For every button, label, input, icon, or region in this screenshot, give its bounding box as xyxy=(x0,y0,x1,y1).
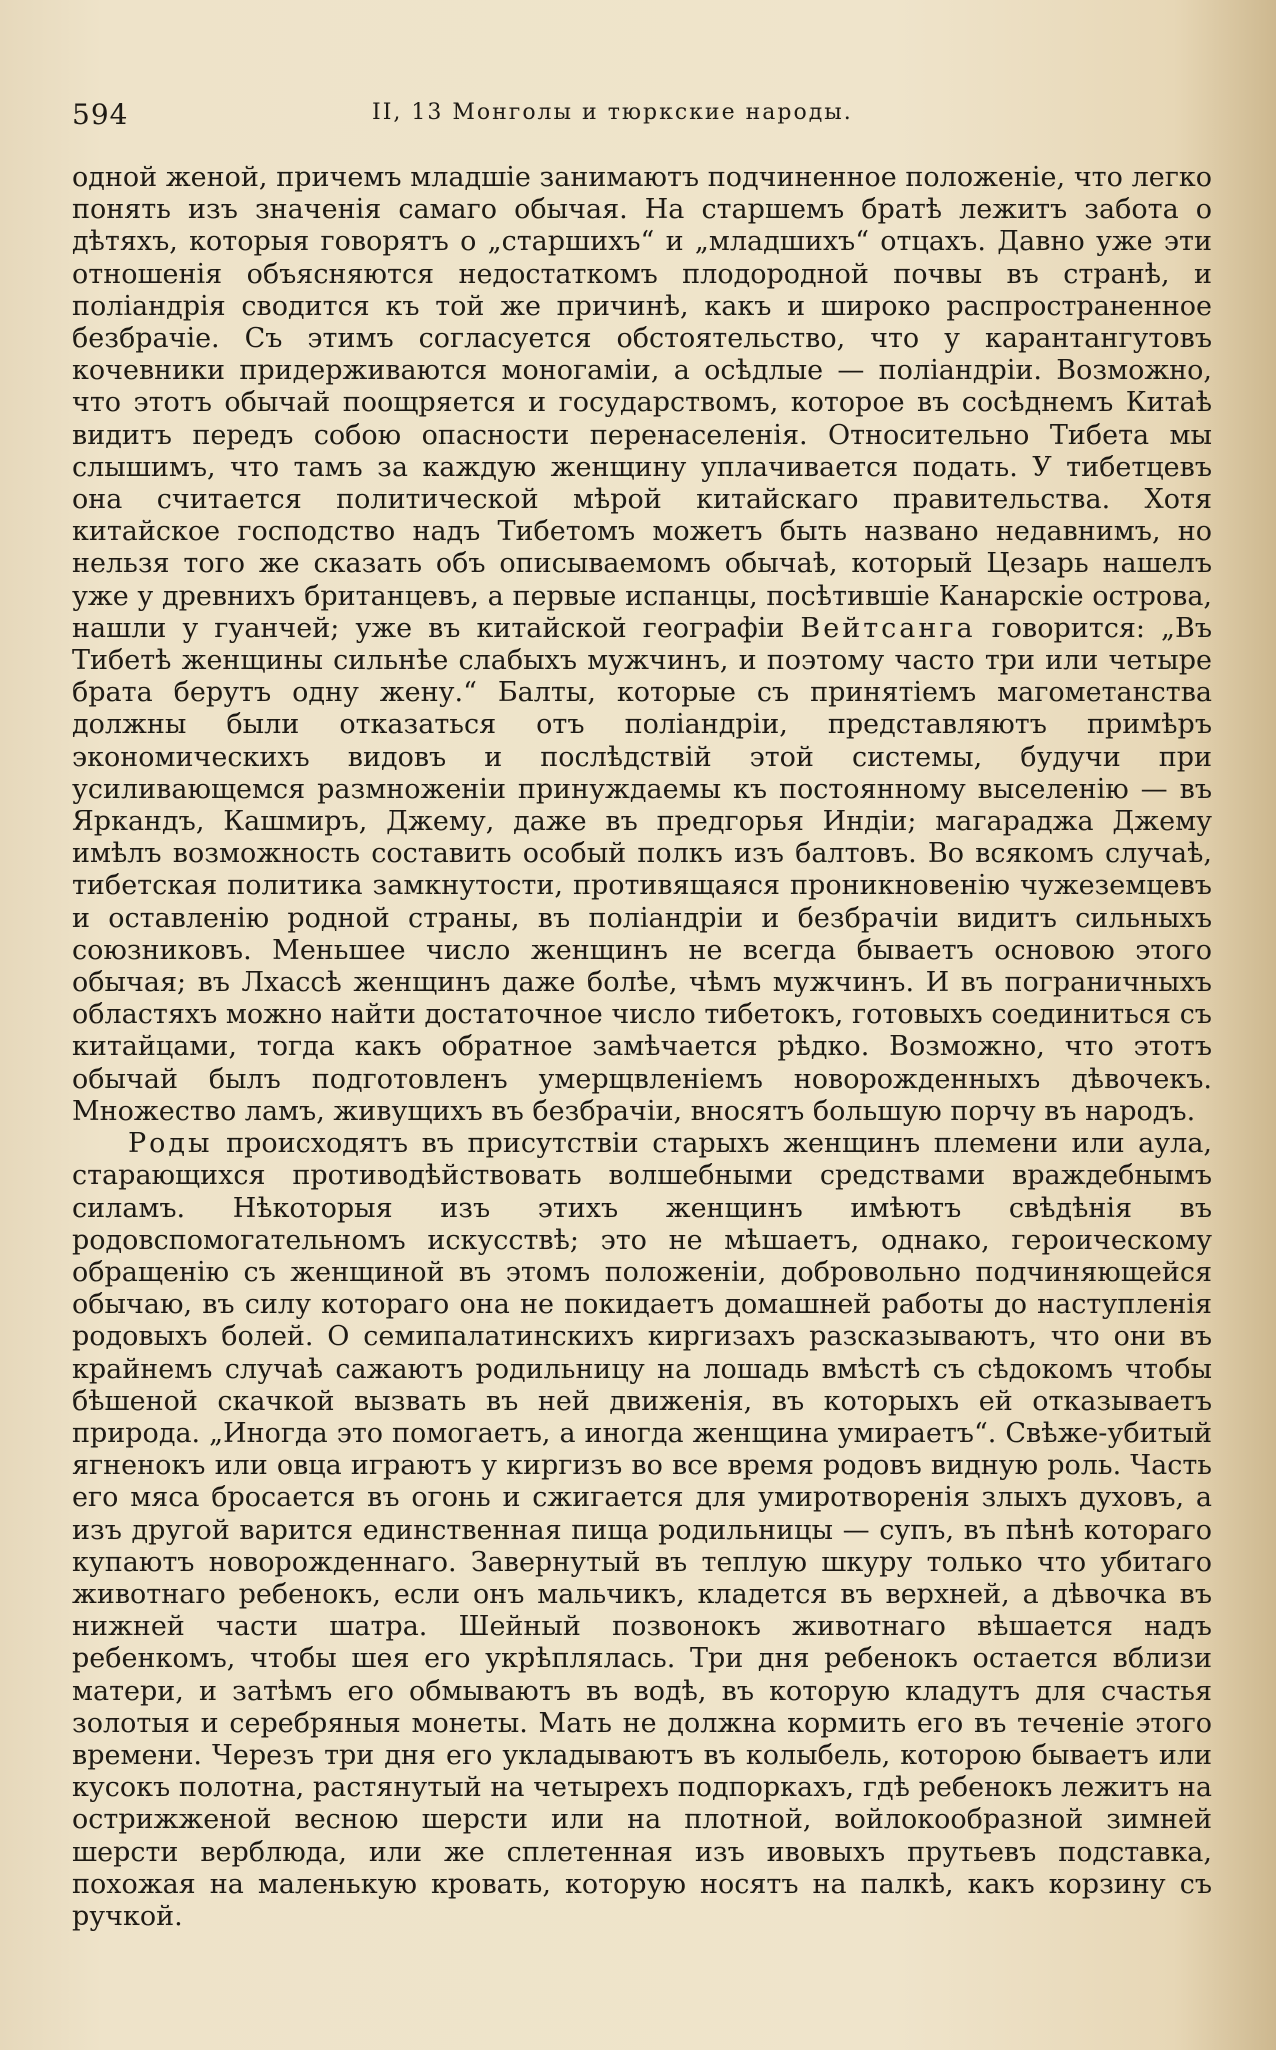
page-number: 594 xyxy=(72,98,129,131)
page-header xyxy=(72,98,1212,134)
paragraph-text: одной женой, причемъ младшіе занимаютъ подчиненное положеніе, что легко понять изъ значенія самаго обычая. На старшемъ братѣ лежитъ забота о дѣтяхъ, которыя говорятъ о „старшихъ“ и „младшихъ“ отцахъ. Давно уже эти отношенія объясняются недостаткомъ плодородной почвы въ странѣ, и поліандрія сводится къ той же причинѣ, какъ и широко распространенное безбрачіе. Съ этимъ согласуется обстоятельство, что у карантангутовъ кочевники придерживаются моногаміи, а осѣдлые — поліандріи. Возможно, что этотъ обычай поощряется и государствомъ, которое въ сосѣднемъ Китаѣ видитъ передъ собою опасности перенаселенія. Относительно Тибета мы слышимъ, что тамъ за каждую женщину уплачивается подать. У тибетцевъ она считается политической мѣрой китайскаго правительства. Хотя китайское господство надъ Тибетомъ можетъ быть названо недавнимъ, но нельзя того же сказать объ описываемомъ обычаѣ, который Цезарь нашелъ уже у древнихъ британцевъ, а первые испанцы, посѣтившіе Канарскіе острова, нашли у гуанчей; уже въ китайской географіи xyxy=(72,162,1212,644)
paragraph-polyandry xyxy=(72,162,1212,1128)
paragraph-childbirth xyxy=(72,1128,1212,1933)
body-text xyxy=(72,162,1212,1933)
spaced-name: Вейтсанга xyxy=(800,612,976,644)
paragraph-text: говорится: „Въ Тибетѣ женщины сильнѣе слабыхъ мужчинъ, и поэтому часто три или четыре брата берутъ одну жену.“ Балты, которые съ принятіемъ магометанства должны были отказаться отъ поліандріи, представляютъ примѣръ экономическихъ видовъ и послѣдствій этой системы, будучи при усиливающемся размноженіи принуждаемы къ постоянному выселенію — въ Яркандъ, Кашмиръ, Джему, даже въ предгорья Индіи; магараджа Джему имѣлъ возможность составить особый полкъ изъ балтовъ. Во всякомъ случаѣ, тибетская политика замкнутости, противящаяся проникновенію чужеземцевъ и оставленію родной страны, въ поліандріи и безбрачіи видитъ сильныхъ союзниковъ. Меньшее число женщинъ не всегда бываетъ основою этого обычая; въ Лхассѣ женщинъ даже болѣе, чѣмъ мужчинъ. И въ пограничныхъ областяхъ можно найти достаточное число тибетокъ, готовыхъ соединиться съ китайцами, тогда какъ обратное замѣчается рѣдко. Возможно, что этотъ обычай былъ подготовленъ умерщвленіемъ новорожденныхъ дѣвочекъ. Множество ламъ, живущихъ въ безбрачіи, вносятъ большую порчу въ народъ. xyxy=(72,612,1212,1127)
running-head: II, 13 Монголы и тюркские народы. xyxy=(372,100,853,125)
paragraph-text: происходятъ въ присутствіи старыхъ женщинъ племени или аула, старающихся противодѣйствовать волшебными средствами враждебнымъ силамъ. Нѣкоторыя изъ этихъ женщинъ имѣютъ свѣдѣнія въ родовспомогательномъ искусствѣ; это не мѣшаетъ, однако, героическому обращенію съ женщиной въ этомъ положеніи, добровольно подчиняющейся обычаю, въ силу котораго она не покидаетъ домашней работы до наступленія родовыхъ болей. О семипалатинскихъ киргизахъ разсказываютъ, что они въ крайнемъ случаѣ сажаютъ родильницу на лошадь вмѣстѣ съ сѣдокомъ чтобы бѣшеной скачкой вызвать въ ней движенія, въ которыхъ ей отказываетъ природа. „Иногда это помогаетъ, а иногда женщина умираетъ“. Свѣже-убитый ягненокъ или овца играютъ у киргизъ во все время родовъ видную роль. Часть его мяса бросается въ огонь и сжигается для умиротворенія злыхъ духовъ, а изъ другой варится единственная пища родильницы — супъ, въ пѣнѣ котораго купаютъ новорожденнаго. Завернутый въ теплую шкуру только что убитаго животнаго ребенокъ, если онъ мальчикъ, кладется въ верхней, а дѣвочка въ нижней части шатра. Шейный позвонокъ животнаго вѣшается надъ ребенкомъ, чтобы шея его укрѣплялась. Три дня ребенокъ остается вблизи матери, и затѣмъ его обмываютъ въ водѣ, въ которую кладутъ для счастья золотыя и серебряныя монеты. Мать не должна кормить его въ теченіе этого времени. Черезъ три дня его укладываютъ въ колыбель, которою бываетъ или кусокъ полотна, растянутый на четырехъ подпоркахъ, гдѣ ребенокъ лежитъ на острижженой весною шерсти или на плотной, войлокообразной зимней шерсти верблюда, или же сплетенная изъ ивовыхъ прутьевъ подставка, похожая на маленькую кровать, которую носятъ на палкѣ, какъ корзину съ ручкой. xyxy=(72,1128,1212,1932)
spaced-term: Роды xyxy=(128,1128,213,1160)
